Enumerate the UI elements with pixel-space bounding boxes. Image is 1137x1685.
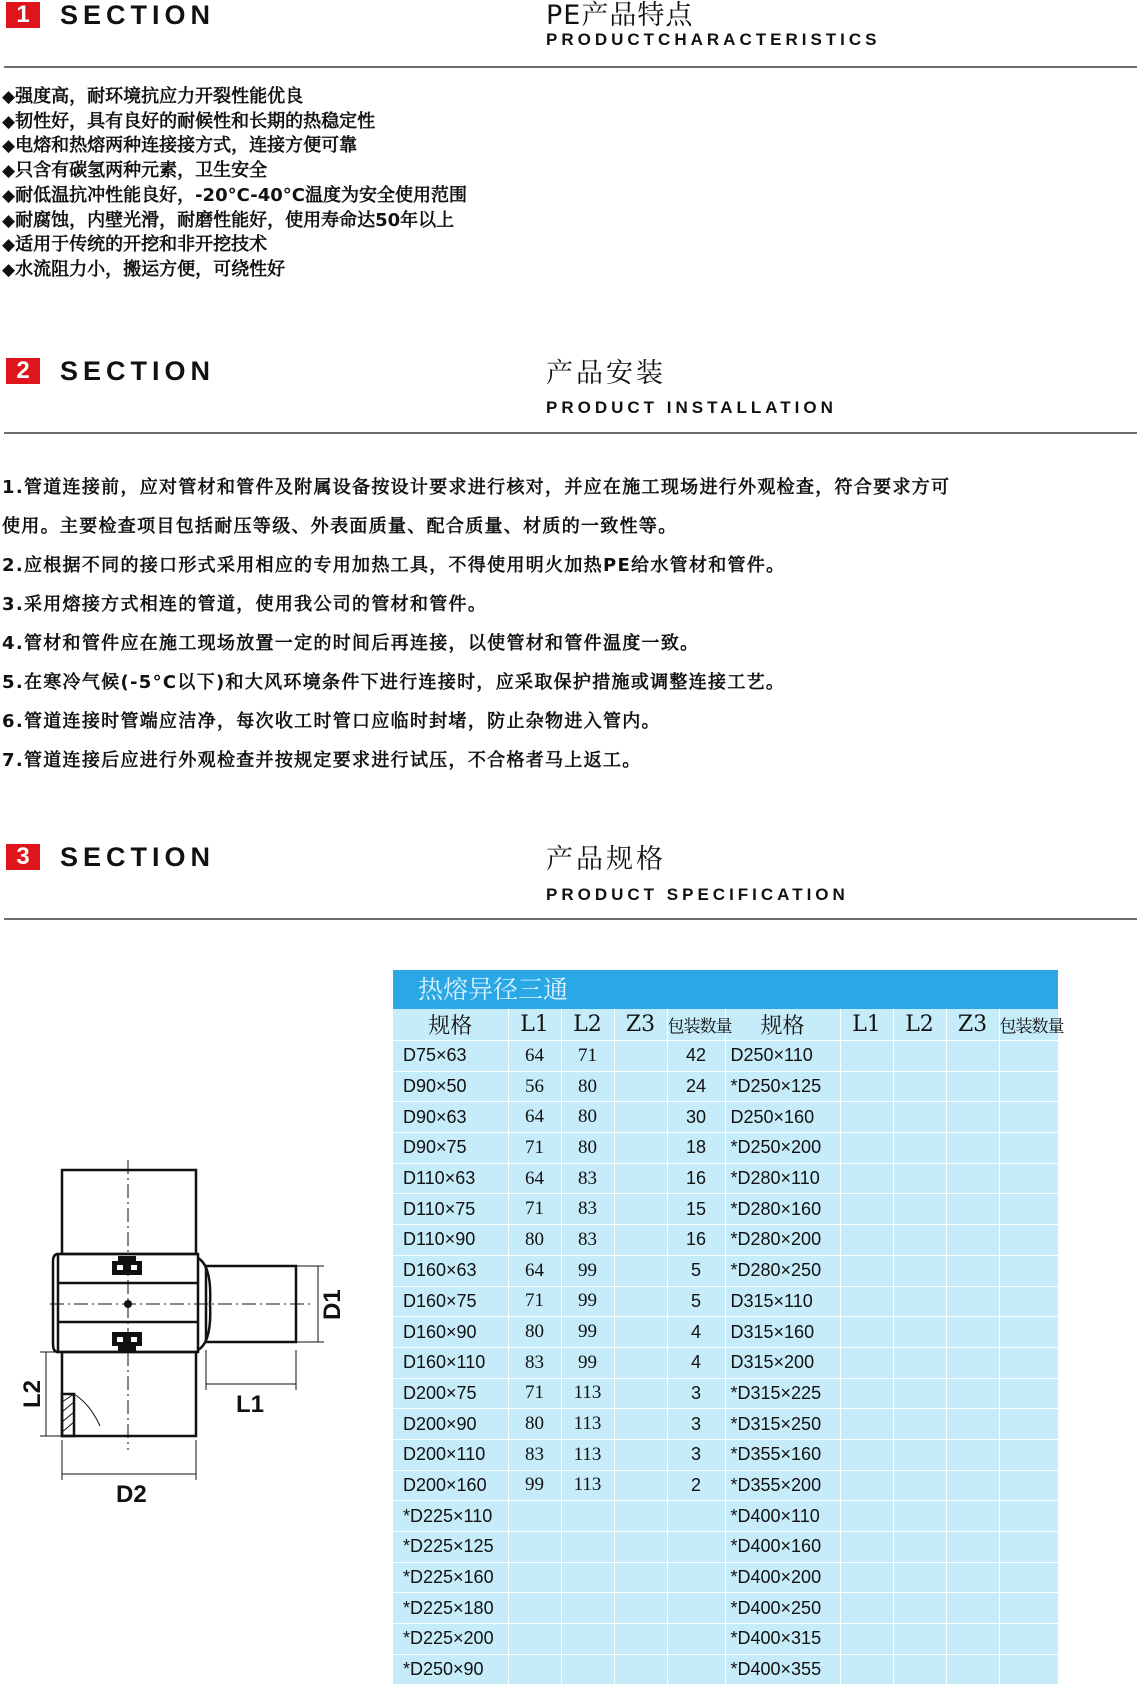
table-cell: *D315×225 xyxy=(725,1378,840,1409)
table-cell xyxy=(999,1378,1058,1409)
table-cell: 64 xyxy=(508,1102,561,1133)
table-cell xyxy=(561,1532,614,1563)
installation-line: 使用。主要检查项目包括耐压等级、外表面质量、配合质量、材质的一致性等。 xyxy=(2,516,678,537)
table-cell xyxy=(508,1532,561,1563)
installation-line: 7.管道连接后应进行外观检查并按规定要求进行试压，不合格者马上返工。 xyxy=(2,750,642,771)
table-cell xyxy=(840,1378,893,1409)
table-cell xyxy=(999,1163,1058,1194)
table-cell xyxy=(893,1194,946,1225)
table-row xyxy=(393,1532,1058,1563)
section-divider xyxy=(4,918,1137,920)
characteristic-item xyxy=(2,85,467,110)
table-cell xyxy=(946,1593,999,1624)
table-cell: *D400×160 xyxy=(725,1532,840,1563)
table-row xyxy=(393,1102,1058,1133)
table-cell xyxy=(893,1102,946,1133)
table-cell: 3 xyxy=(667,1378,725,1409)
table-cell xyxy=(614,1286,667,1317)
table-row xyxy=(393,1654,1058,1685)
table-row xyxy=(393,1409,1058,1440)
table-cell xyxy=(946,1378,999,1409)
table-cell: *D250×125 xyxy=(725,1071,840,1102)
table-cell xyxy=(561,1562,614,1593)
table-cell xyxy=(614,1593,667,1624)
table-cell xyxy=(667,1593,725,1624)
table-header-row xyxy=(393,1009,1058,1041)
table-row xyxy=(393,1347,1058,1378)
table-cell: *D250×200 xyxy=(725,1133,840,1164)
table-cell: 18 xyxy=(667,1133,725,1164)
table-cell xyxy=(614,1041,667,1072)
table-cell xyxy=(614,1409,667,1440)
table-cell xyxy=(893,1439,946,1470)
table-cell: D110×63 xyxy=(393,1163,508,1194)
table-cell: D110×90 xyxy=(393,1225,508,1256)
spec-table-title: 热熔异径三通 xyxy=(393,970,1058,1009)
table-cell: 113 xyxy=(561,1378,614,1409)
table-cell xyxy=(946,1654,999,1685)
table-cell xyxy=(614,1317,667,1348)
table-cell xyxy=(561,1501,614,1532)
table-cell xyxy=(999,1194,1058,1225)
table-cell xyxy=(946,1317,999,1348)
table-cell xyxy=(999,1255,1058,1286)
table-cell: D110×75 xyxy=(393,1194,508,1225)
table-cell xyxy=(614,1347,667,1378)
table-cell xyxy=(508,1593,561,1624)
table-cell: 3 xyxy=(667,1409,725,1440)
column-header: 规格 xyxy=(725,1009,840,1041)
characteristic-item xyxy=(2,184,467,209)
table-cell xyxy=(893,1624,946,1655)
diamond-bullet-icon: ◆ xyxy=(2,136,16,157)
table-row xyxy=(393,1133,1058,1164)
table-cell xyxy=(946,1532,999,1563)
table-cell xyxy=(614,1654,667,1685)
table-cell: 71 xyxy=(508,1194,561,1225)
installation-line: 5.在寒冷气候(-5°C以下)和大风环境条件下进行连接时，应采取保护措施或调整连接工艺。 xyxy=(2,672,786,693)
table-cell: 71 xyxy=(508,1378,561,1409)
table-cell: D200×75 xyxy=(393,1378,508,1409)
table-cell: 83 xyxy=(508,1347,561,1378)
spec-table xyxy=(393,1009,1064,1685)
table-cell: 71 xyxy=(508,1286,561,1317)
table-cell xyxy=(614,1194,667,1225)
table-row xyxy=(393,1470,1058,1501)
table-cell xyxy=(999,1593,1058,1624)
table-cell xyxy=(614,1624,667,1655)
installation-list xyxy=(2,468,950,780)
table-cell xyxy=(893,1378,946,1409)
table-cell xyxy=(561,1624,614,1655)
table-cell xyxy=(999,1439,1058,1470)
characteristic-item xyxy=(2,110,467,135)
table-cell: D160×63 xyxy=(393,1255,508,1286)
table-cell xyxy=(614,1562,667,1593)
characteristic-item xyxy=(2,209,467,234)
table-cell: *D280×250 xyxy=(725,1255,840,1286)
table-cell xyxy=(667,1562,725,1593)
table-cell: D315×110 xyxy=(725,1286,840,1317)
table-cell xyxy=(561,1593,614,1624)
table-cell xyxy=(508,1654,561,1685)
characteristic-item xyxy=(2,233,467,258)
table-cell: 5 xyxy=(667,1255,725,1286)
table-cell: D90×63 xyxy=(393,1102,508,1133)
table-row xyxy=(393,1255,1058,1286)
diamond-bullet-icon: ◆ xyxy=(2,210,16,231)
table-cell xyxy=(840,1562,893,1593)
table-cell: D160×90 xyxy=(393,1317,508,1348)
table-cell xyxy=(946,1470,999,1501)
diamond-bullet-icon: ◆ xyxy=(2,87,16,107)
table-cell xyxy=(999,1133,1058,1164)
table-cell: *D355×160 xyxy=(725,1439,840,1470)
table-cell xyxy=(999,1225,1058,1256)
table-cell xyxy=(614,1470,667,1501)
table-cell xyxy=(893,1501,946,1532)
table-cell: D250×160 xyxy=(725,1102,840,1133)
table-cell xyxy=(614,1501,667,1532)
characteristic-text: 电熔和热熔两种连接接方式，连接方便可靠 xyxy=(15,135,358,157)
table-cell xyxy=(614,1532,667,1563)
table-cell xyxy=(840,1194,893,1225)
table-row xyxy=(393,1071,1058,1102)
section-word: SECTION xyxy=(60,842,216,872)
section-divider xyxy=(4,66,1137,68)
table-cell: 16 xyxy=(667,1225,725,1256)
table-cell: D250×110 xyxy=(725,1041,840,1072)
table-cell: D160×75 xyxy=(393,1286,508,1317)
table-cell xyxy=(508,1624,561,1655)
table-cell: 113 xyxy=(561,1409,614,1440)
characteristic-text: 强度高，耐环境抗应力开裂性能优良 xyxy=(15,86,304,107)
table-cell: 99 xyxy=(508,1470,561,1501)
table-cell xyxy=(893,1163,946,1194)
table-cell xyxy=(946,1286,999,1317)
column-header: L1 xyxy=(840,1009,893,1041)
table-cell: D315×160 xyxy=(725,1317,840,1348)
column-header: Z3 xyxy=(614,1009,667,1041)
table-cell: 64 xyxy=(508,1041,561,1072)
table-cell: 30 xyxy=(667,1102,725,1133)
table-cell xyxy=(999,1102,1058,1133)
table-cell xyxy=(999,1317,1058,1348)
table-row xyxy=(393,1593,1058,1624)
table-cell: *D400×110 xyxy=(725,1501,840,1532)
characteristic-text: 适用于传统的开挖和非开挖技术 xyxy=(15,234,268,256)
table-cell: D90×50 xyxy=(393,1071,508,1102)
table-cell xyxy=(946,1255,999,1286)
table-cell xyxy=(999,1470,1058,1501)
characteristic-text: 水流阻力小，搬运方便，可绕性好 xyxy=(15,258,286,280)
section-title-en: PRODUCTCHARACTERISTICS xyxy=(546,30,881,49)
table-cell: *D280×110 xyxy=(725,1163,840,1194)
table-cell: 15 xyxy=(667,1194,725,1225)
table-cell: 2 xyxy=(667,1470,725,1501)
table-cell xyxy=(946,1102,999,1133)
section-word: SECTION xyxy=(60,356,216,386)
table-cell: 71 xyxy=(561,1041,614,1072)
table-cell xyxy=(946,1501,999,1532)
diamond-bullet-icon: ◆ xyxy=(2,235,16,256)
table-cell: 56 xyxy=(508,1071,561,1102)
table-cell: *D400×315 xyxy=(725,1624,840,1655)
table-cell xyxy=(946,1562,999,1593)
table-cell: 64 xyxy=(508,1163,561,1194)
table-cell: 80 xyxy=(561,1102,614,1133)
table-cell xyxy=(508,1562,561,1593)
table-cell: 80 xyxy=(561,1071,614,1102)
table-cell: *D400×200 xyxy=(725,1562,840,1593)
table-cell: 80 xyxy=(561,1133,614,1164)
dimension-label-d2: D2 xyxy=(116,1481,147,1508)
section-divider xyxy=(4,432,1137,434)
table-cell xyxy=(893,1041,946,1072)
table-cell xyxy=(946,1624,999,1655)
table-cell xyxy=(840,1347,893,1378)
table-cell xyxy=(999,1409,1058,1440)
table-cell: 83 xyxy=(561,1225,614,1256)
table-row xyxy=(393,1439,1058,1470)
table-cell: 99 xyxy=(561,1347,614,1378)
table-cell xyxy=(614,1102,667,1133)
diamond-bullet-icon: ◆ xyxy=(2,259,16,280)
column-header: L1 xyxy=(508,1009,561,1041)
table-cell xyxy=(893,1470,946,1501)
installation-line: 2.应根据不同的接口形式采用相应的专用加热工具，不得使用明火加热PE给水管材和管件。 xyxy=(2,555,786,576)
table-cell xyxy=(999,1286,1058,1317)
table-cell: 80 xyxy=(508,1225,561,1256)
table-cell xyxy=(999,1041,1058,1072)
section-number-badge: 1 xyxy=(6,2,40,28)
table-cell xyxy=(561,1654,614,1685)
table-row xyxy=(393,1624,1058,1655)
table-cell xyxy=(840,1470,893,1501)
section-title-en: PRODUCT INSTALLATION xyxy=(546,398,837,417)
table-cell xyxy=(508,1501,561,1532)
table-cell xyxy=(840,1102,893,1133)
table-cell: 5 xyxy=(667,1286,725,1317)
table-cell xyxy=(946,1071,999,1102)
table-cell: 80 xyxy=(508,1409,561,1440)
table-cell xyxy=(893,1532,946,1563)
table-cell xyxy=(614,1163,667,1194)
table-cell: *D225×125 xyxy=(393,1532,508,1563)
table-cell: *D355×200 xyxy=(725,1470,840,1501)
table-cell: 99 xyxy=(561,1317,614,1348)
table-cell xyxy=(893,1593,946,1624)
table-cell xyxy=(667,1654,725,1685)
table-cell xyxy=(946,1133,999,1164)
table-cell xyxy=(893,1317,946,1348)
section-title-cn: PE产品特点 xyxy=(546,0,694,31)
table-cell xyxy=(946,1041,999,1072)
table-cell xyxy=(999,1532,1058,1563)
installation-line: 6.管道连接时管端应洁净，每次收工时管口应临时封堵，防止杂物进入管内。 xyxy=(2,711,661,732)
table-cell: 24 xyxy=(667,1071,725,1102)
diamond-bullet-icon: ◆ xyxy=(2,161,16,182)
table-cell: 83 xyxy=(508,1439,561,1470)
table-cell xyxy=(946,1225,999,1256)
column-header: L2 xyxy=(893,1009,946,1041)
section-word: SECTION xyxy=(60,0,216,30)
table-cell xyxy=(840,1163,893,1194)
section-number-badge: 2 xyxy=(6,358,40,384)
table-cell xyxy=(946,1409,999,1440)
table-row xyxy=(393,1317,1058,1348)
reducing-tee-diagram xyxy=(20,1150,350,1510)
section-number-badge: 3 xyxy=(6,844,40,870)
table-cell xyxy=(999,1347,1058,1378)
table-cell xyxy=(840,1409,893,1440)
section-title-cn: 产品规格 xyxy=(546,844,666,875)
table-cell xyxy=(614,1071,667,1102)
table-cell xyxy=(840,1041,893,1072)
table-row xyxy=(393,1562,1058,1593)
table-cell: 3 xyxy=(667,1439,725,1470)
characteristic-item xyxy=(2,258,467,283)
characteristics-list xyxy=(2,85,467,283)
table-cell: 4 xyxy=(667,1347,725,1378)
table-cell xyxy=(614,1133,667,1164)
table-cell: 113 xyxy=(561,1439,614,1470)
table-cell: *D400×250 xyxy=(725,1593,840,1624)
column-header: L2 xyxy=(561,1009,614,1041)
column-header: 包装数量 xyxy=(999,1009,1058,1041)
table-cell xyxy=(667,1624,725,1655)
table-cell xyxy=(614,1255,667,1286)
table-cell xyxy=(946,1439,999,1470)
table-cell xyxy=(614,1378,667,1409)
table-cell xyxy=(946,1163,999,1194)
table-row xyxy=(393,1194,1058,1225)
table-cell xyxy=(893,1255,946,1286)
table-cell: 4 xyxy=(667,1317,725,1348)
table-cell: *D225×180 xyxy=(393,1593,508,1624)
table-cell: D200×160 xyxy=(393,1470,508,1501)
table-cell: *D225×200 xyxy=(393,1624,508,1655)
table-cell xyxy=(999,1562,1058,1593)
table-cell xyxy=(840,1654,893,1685)
table-cell xyxy=(840,1501,893,1532)
diamond-bullet-icon: ◆ xyxy=(2,111,16,132)
table-cell xyxy=(999,1624,1058,1655)
table-cell: 83 xyxy=(561,1194,614,1225)
table-cell xyxy=(840,1532,893,1563)
table-cell: *D315×250 xyxy=(725,1409,840,1440)
table-cell xyxy=(840,1255,893,1286)
table-cell xyxy=(840,1133,893,1164)
table-cell: *D280×160 xyxy=(725,1194,840,1225)
table-cell: 80 xyxy=(508,1317,561,1348)
table-row xyxy=(393,1286,1058,1317)
table-cell: 42 xyxy=(667,1041,725,1072)
table-cell xyxy=(893,1347,946,1378)
table-cell: D75×63 xyxy=(393,1041,508,1072)
characteristic-text: 耐低温抗冲性能良好，-20°C-40°C温度为安全使用范围 xyxy=(15,184,467,206)
table-cell: *D250×90 xyxy=(393,1654,508,1685)
characteristic-item xyxy=(2,134,467,159)
table-cell xyxy=(893,1409,946,1440)
table-cell xyxy=(840,1317,893,1348)
dimension-label-l2: L2 xyxy=(19,1379,46,1408)
table-cell xyxy=(893,1071,946,1102)
table-cell xyxy=(840,1593,893,1624)
table-cell: D160×110 xyxy=(393,1347,508,1378)
table-cell: *D400×355 xyxy=(725,1654,840,1685)
table-cell xyxy=(893,1562,946,1593)
table-cell: 71 xyxy=(508,1133,561,1164)
spec-table-container xyxy=(393,970,1064,1685)
dimension-label-l1: L1 xyxy=(236,1391,265,1418)
table-cell xyxy=(667,1532,725,1563)
table-cell xyxy=(840,1071,893,1102)
table-cell xyxy=(840,1624,893,1655)
table-row xyxy=(393,1378,1058,1409)
table-cell xyxy=(999,1071,1058,1102)
table-cell: D90×75 xyxy=(393,1133,508,1164)
diamond-bullet-icon: ◆ xyxy=(2,185,16,206)
table-cell xyxy=(614,1225,667,1256)
table-cell: *D225×110 xyxy=(393,1501,508,1532)
column-header: 规格 xyxy=(393,1009,508,1041)
table-row xyxy=(393,1501,1058,1532)
table-cell xyxy=(893,1225,946,1256)
table-cell: 113 xyxy=(561,1470,614,1501)
table-cell xyxy=(893,1654,946,1685)
table-row xyxy=(393,1225,1058,1256)
installation-line: 3.采用熔接方式相连的管道，使用我公司的管材和管件。 xyxy=(2,594,488,615)
table-cell xyxy=(840,1225,893,1256)
table-cell xyxy=(614,1439,667,1470)
table-cell xyxy=(840,1286,893,1317)
table-cell xyxy=(999,1654,1058,1685)
table-cell xyxy=(893,1133,946,1164)
table-cell: *D225×160 xyxy=(393,1562,508,1593)
characteristic-item xyxy=(2,159,467,184)
table-cell xyxy=(999,1501,1058,1532)
table-cell: 99 xyxy=(561,1255,614,1286)
column-header: Z3 xyxy=(946,1009,999,1041)
table-cell: 99 xyxy=(561,1286,614,1317)
table-cell: 16 xyxy=(667,1163,725,1194)
table-row xyxy=(393,1163,1058,1194)
table-cell: 83 xyxy=(561,1163,614,1194)
table-cell: 64 xyxy=(508,1255,561,1286)
table-cell xyxy=(893,1286,946,1317)
installation-line: 4.管材和管件应在施工现场放置一定的时间后再连接，以使管材和管件温度一致。 xyxy=(2,633,700,654)
table-cell: D200×110 xyxy=(393,1439,508,1470)
characteristic-text: 耐腐蚀，内壁光滑，耐磨性能好，使用寿命达50年以上 xyxy=(15,209,455,231)
table-cell xyxy=(946,1347,999,1378)
table-cell: D315×200 xyxy=(725,1347,840,1378)
dimension-label-d1: D1 xyxy=(319,1289,346,1320)
installation-line: 1.管道连接前，应对管材和管件及附属设备按设计要求进行核对，并应在施工现场进行外观检查，符合要求方可 xyxy=(2,477,951,498)
section-title-cn: 产品安装 xyxy=(546,358,666,389)
table-cell: *D280×200 xyxy=(725,1225,840,1256)
characteristic-text: 只含有碳氢两种元素，卫生安全 xyxy=(15,160,268,182)
column-header: 包装数量 xyxy=(667,1009,725,1041)
table-cell xyxy=(667,1501,725,1532)
characteristic-text: 韧性好，具有良好的耐候性和长期的热稳定性 xyxy=(15,110,376,132)
table-cell xyxy=(946,1194,999,1225)
table-cell: D200×90 xyxy=(393,1409,508,1440)
table-cell xyxy=(840,1439,893,1470)
section-title-en: PRODUCT SPECIFICATION xyxy=(546,885,849,904)
table-row xyxy=(393,1041,1058,1072)
